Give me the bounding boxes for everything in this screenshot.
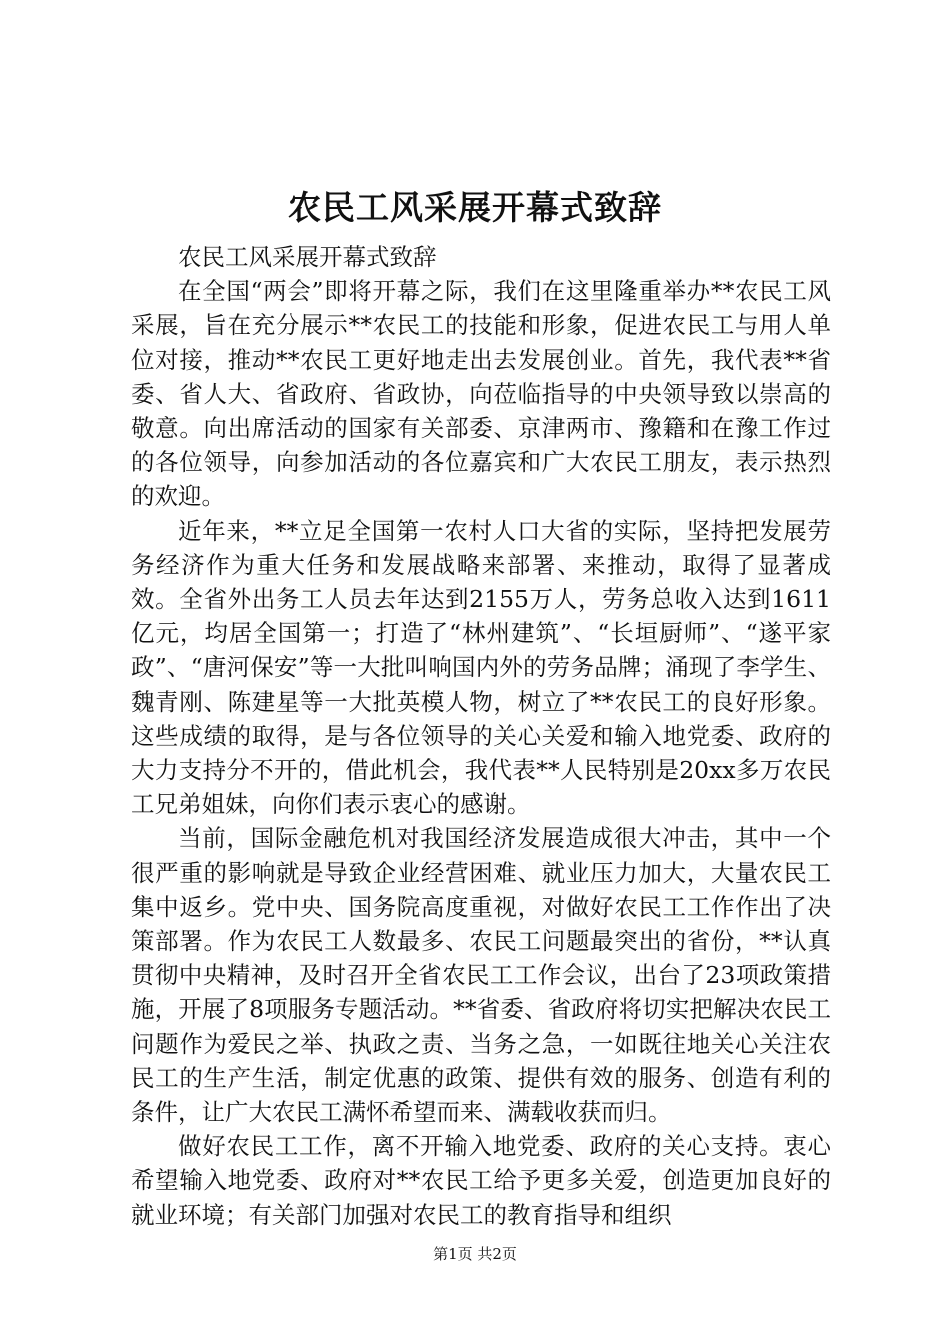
paragraph-opening: 在全国“两会”即将开幕之际，我们在这里隆重举办**农民工风采展，旨在充分展示**农民工的技能和形象，促进农民工与用人单位对接，推动**农民工更好地走出去发展创业。首先，我代表**省委、省人大、省政府、省政协，向莅临指导的中央领导致以崇高的敬意。向出席活动的国家有关部委、京津两市、豫籍和在豫工作过的各位领导，向参加活动的各位嘉宾和广大农民工朋友，表示热烈的欢迎。: [131, 277, 831, 511]
paragraph-subtitle: 农民工风采展开幕式致辞: [178, 243, 437, 271]
page-number-footer: 第1页 共2页: [433, 1245, 517, 1263]
paragraph-hopes: 做好农民工工作，离不开输入地党委、政府的关心支持。衷心希望输入地党委、政府对**农民工给予更多关爱，创造更加良好的就业环境；有关部门加强对农民工的教育指导和组织: [131, 1132, 831, 1229]
paragraph-achievements: 近年来，**立足全国第一农村人口大省的实际，坚持把发展劳务经济作为重大任务和发展战略来部署、来推动，取得了显著成效。全省外出务工人员去年达到2155万人，劳务总收入达到1611亿元，均居全国第一；打造了“林州建筑”、“长垣厨师”、“遂平家政”、“唐河保安”等一大批叫响国内外的劳务品牌；涌现了李学生、魏青刚、陈建星等一大批英模人物，树立了**农民工的良好形象。这些成绩的取得，是与各位领导的关心关爱和输入地党委、政府的大力支持分不开的，借此机会，我代表**人民特别是20xx多万农民工兄弟姐妹，向你们表示衷心的感谢。: [131, 516, 831, 819]
paragraph-current-situation: 当前，国际金融危机对我国经济发展造成很大冲击，其中一个很严重的影响就是导致企业经营困难、就业压力加大，大量农民工集中返乡。党中央、国务院高度重视，对做好农民工工作作出了决策部署。作为农民工人数最多、农民工问题最突出的省份，**认真贯彻中央精神，及时召开全省农民工工作会议，出台了23项政策措施，开展了8项服务专题活动。**省委、省政府将切实把解决农民工问题作为爱民之举、执政之责、当务之急，一如既往地关心关注农民工的生产生活，制定优惠的政策、提供有效的服务、创造有利的条件，让广大农民工满怀希望而来、满载收获而归。: [131, 824, 831, 1127]
document-body: [131, 240, 831, 1232]
document-title: 农民工风采展开幕式致辞: [288, 188, 662, 227]
